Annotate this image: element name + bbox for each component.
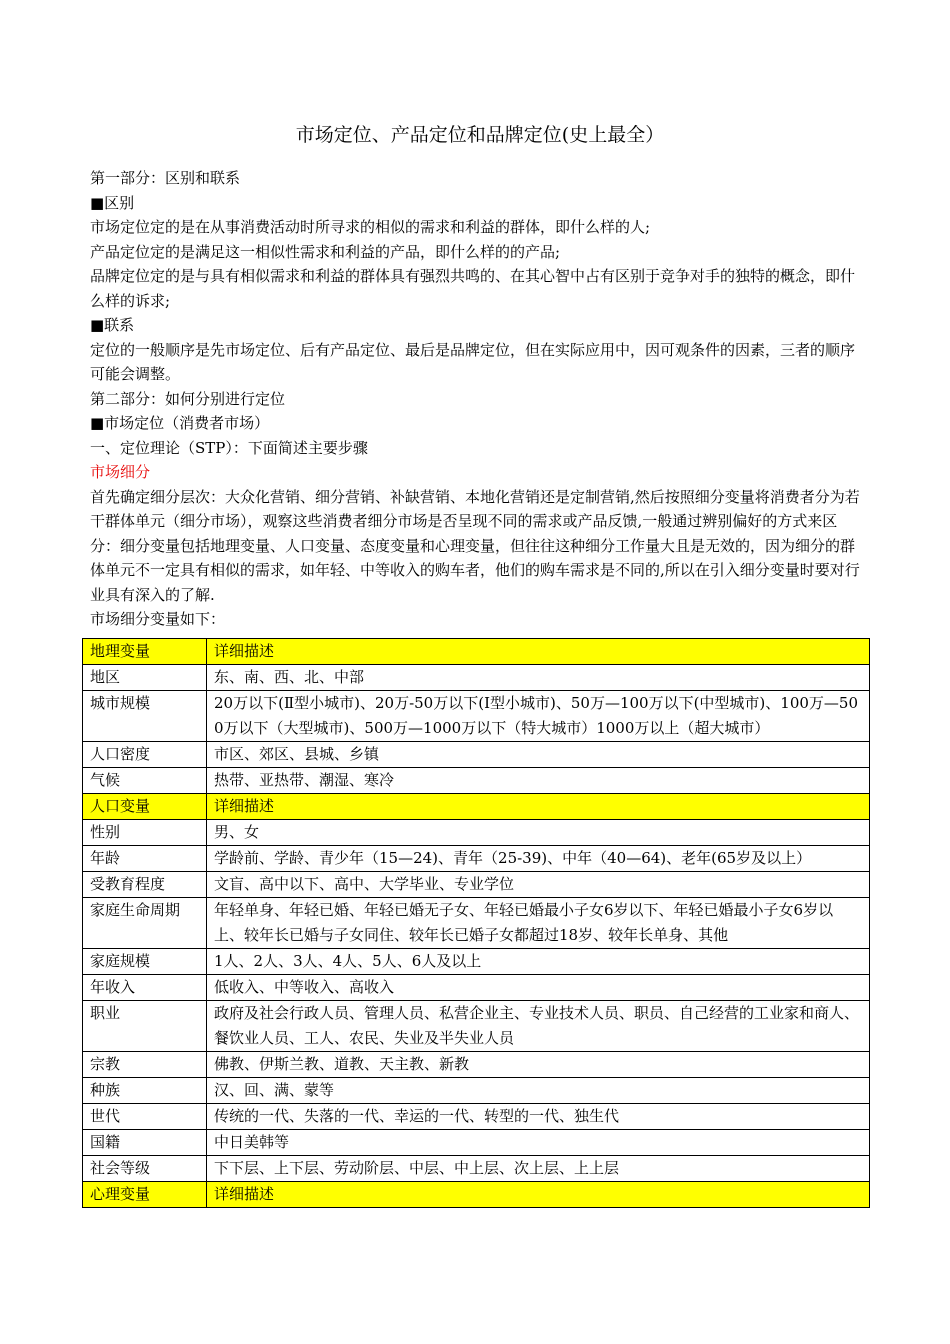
table-row xyxy=(83,846,870,872)
table-variable-cell: 性别 xyxy=(83,820,207,846)
table-row xyxy=(83,691,870,742)
table-description-cell: 文盲、高中以下、高中、大学毕业、专业学位 xyxy=(207,872,870,898)
table-category-cell: 心理变量 xyxy=(83,1182,207,1208)
table-description-cell: 男、女 xyxy=(207,820,870,846)
table-header-row xyxy=(83,794,870,820)
table-variable-cell: 气候 xyxy=(83,768,207,794)
subheading-difference: ■区别 xyxy=(90,193,135,212)
table-variable-cell: 人口密度 xyxy=(83,742,207,768)
table-description-cell: 佛教、伊斯兰教、道教、天主教、新教 xyxy=(207,1052,870,1078)
table-variable-cell: 社会等级 xyxy=(83,1156,207,1182)
table-category-cell: 人口变量 xyxy=(83,794,207,820)
section-heading-part-one: 第一部分：区别和联系 xyxy=(90,169,241,187)
table-description-cell: 下下层、上下层、劳动阶层、中层、中上层、次上层、上上层 xyxy=(207,1156,870,1182)
paragraph-brand-positioning: 品牌定位定的是与具有相似需求和利益的群体具有强烈共鸣的、在其心智中占有区别于竞争对手的独特的概念，即什么样的诉求; xyxy=(90,267,856,310)
section-heading-part-two: 第二部分：如何分别进行定位 xyxy=(90,389,286,408)
table-variable-cell: 世代 xyxy=(83,1104,207,1130)
subheading-market-positioning: ■市场定位（消费者市场） xyxy=(90,414,270,432)
table-description-cell: 汉、回、满、蒙等 xyxy=(207,1078,870,1104)
table-description-cell: 传统的一代、失落的一代、幸运的一代、转型的一代、独生代 xyxy=(207,1104,870,1130)
table-variable-cell: 家庭规模 xyxy=(83,949,207,975)
table-variable-cell: 家庭生命周期 xyxy=(83,898,207,949)
paragraph-product-positioning: 产品定位定的是满足这一相似性需求和利益的产品，即什么样的的产品; xyxy=(90,242,561,261)
table-description-header-cell: 详细描述 xyxy=(207,794,870,820)
table-variable-cell: 国籍 xyxy=(83,1130,207,1156)
table-row xyxy=(83,820,870,846)
table-variable-cell: 年收入 xyxy=(83,975,207,1001)
table-variable-cell: 宗教 xyxy=(83,1052,207,1078)
table-header-row xyxy=(83,1182,870,1208)
table-description-cell: 东、南、西、北、中部 xyxy=(207,665,870,691)
table-row xyxy=(83,975,870,1001)
table-row xyxy=(83,1130,870,1156)
segmentation-variables-table-body xyxy=(83,639,870,1208)
table-description-header-cell: 详细描述 xyxy=(207,1182,870,1208)
table-row xyxy=(83,1078,870,1104)
table-variable-cell: 职业 xyxy=(83,1001,207,1052)
table-header-row xyxy=(83,639,870,665)
table-row xyxy=(83,872,870,898)
table-description-cell: 年轻单身、年轻已婚、年轻已婚无子女、年轻已婚最小子女6岁以下、年轻已婚最小子女6岁以上、较年长已婚与子女同住、较年长已婚子女都超过18岁、较年长单身、其他 xyxy=(207,898,870,949)
table-variable-cell: 种族 xyxy=(83,1078,207,1104)
table-variable-cell: 受教育程度 xyxy=(83,872,207,898)
table-description-cell: 学龄前、学龄、青少年（15—24)、青年（25-39)、中年（40—64)、老年(65岁及以上） xyxy=(207,846,870,872)
segmentation-variables-table xyxy=(82,638,870,1208)
document-body xyxy=(90,166,866,632)
table-description-cell: 政府及社会行政人员、管理人员、私营企业主、专业技术人员、职员、自己经营的工业家和商人、餐饮业人员、工人、农民、失业及半失业人员 xyxy=(207,1001,870,1052)
table-description-header-cell: 详细描述 xyxy=(207,639,870,665)
table-variable-cell: 年龄 xyxy=(83,846,207,872)
paragraph-market-positioning: 市场定位定的是在从事消费活动时所寻求的相似的需求和利益的群体，即什么样的人; xyxy=(90,218,651,236)
paragraph-positioning-order: 定位的一般顺序是先市场定位、后有产品定位、最后是品牌定位，但在实际应用中，因可观条件的因素，三者的顺序可能会调整。 xyxy=(90,340,856,383)
table-row xyxy=(83,665,870,691)
table-description-cell: 中日美韩等 xyxy=(207,1130,870,1156)
subheading-relation: ■联系 xyxy=(90,316,135,334)
table-variable-cell: 地区 xyxy=(83,665,207,691)
table-row xyxy=(83,768,870,794)
table-row xyxy=(83,1001,870,1052)
table-description-cell: 低收入、中等收入、高收入 xyxy=(207,975,870,1001)
table-variable-cell: 城市规模 xyxy=(83,691,207,742)
table-row xyxy=(83,742,870,768)
table-description-cell: 20万以下(Ⅱ型小城市)、20万-50万以下(Ⅰ型小城市)、50万—100万以下(中型城市)、100万—500万以下（大型城市)、500万—1000万以下（特大城市）1000万以上（超大城市） xyxy=(207,691,870,742)
table-category-cell: 地理变量 xyxy=(83,639,207,665)
table-description-cell: 市区、郊区、县城、乡镇 xyxy=(207,742,870,768)
table-row xyxy=(83,1104,870,1130)
table-row xyxy=(83,898,870,949)
table-row xyxy=(83,949,870,975)
document-title: 市场定位、产品定位和品牌定位(史上最全） xyxy=(295,124,665,146)
paragraph-stp-theory: 一、定位理论（STP）：下面简述主要步骤 xyxy=(90,438,368,457)
table-row xyxy=(83,1052,870,1078)
table-description-cell: 1人、2人、3人、4人、5人、6人及以上 xyxy=(207,949,870,975)
table-row xyxy=(83,1156,870,1182)
paragraph-segmentation-variables-intro: 市场细分变量如下： xyxy=(90,610,226,628)
table-description-cell: 热带、亚热带、潮湿、寒冷 xyxy=(207,768,870,794)
paragraph-segmentation-detail: 首先确定细分层次：大众化营销、细分营销、补缺营销、本地化营销还是定制营销,然后按照细分变量将消费者分为若干群体单元（细分市场），观察这些消费者细分市场是否呈现不同的需求或产品反馈,一般通过辨别偏好的方式来区分：细分变量包括地理变量、人口变量、态度变量和心理变量，但往往这种细分工作量大且是无效的，因为细分的群体单元不一定具有相似的需求，如年轻、中等收入的购车者，他们的购车需求是不同的,所以在引入细分变量时要对行业具有深入的了解. xyxy=(90,487,860,604)
highlight-market-segmentation: 市场细分 xyxy=(90,463,151,481)
